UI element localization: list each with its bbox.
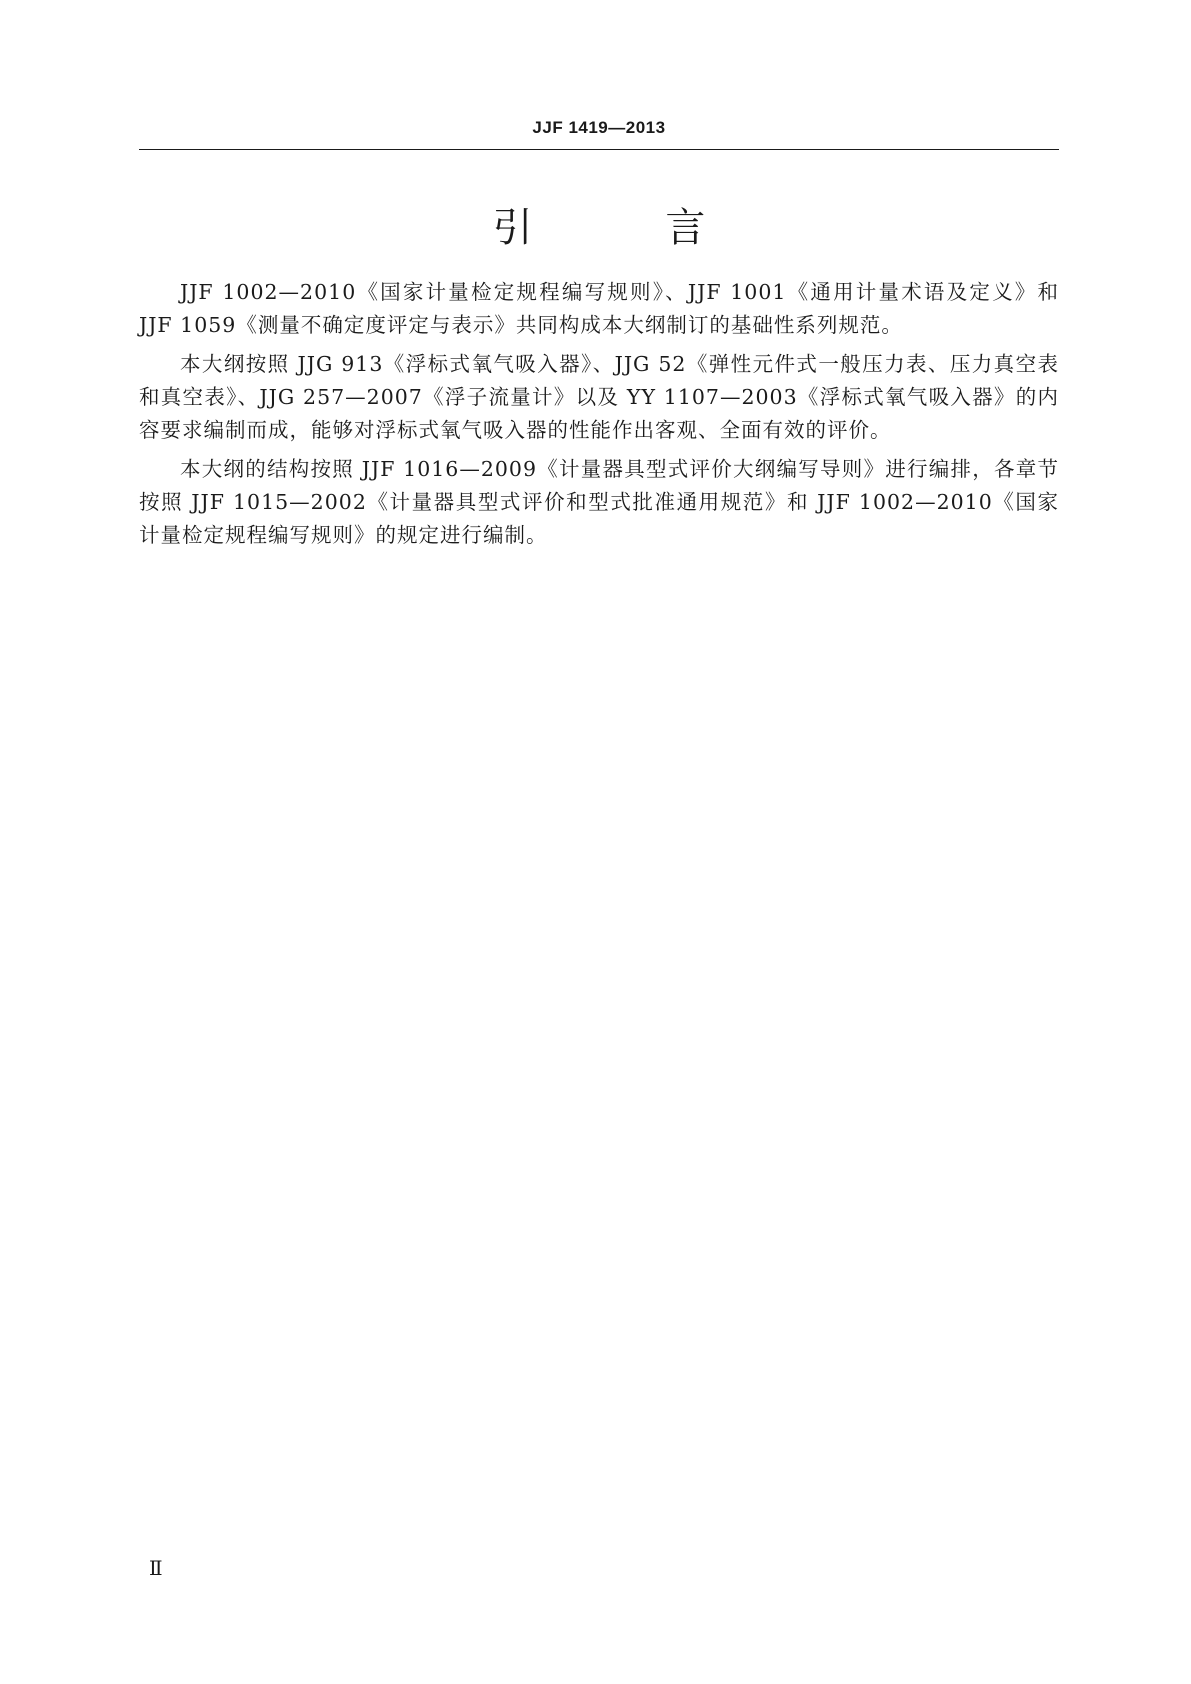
paragraph-1: JJF 1002—2010《国家计量检定规程编写规则》、JJF 1001《通用计量术语及定义》和 JJF 1059《测量不确定度评定与表示》共同构成本大纲制订的基础性系列规范。 bbox=[139, 280, 1059, 337]
paragraph-3: 本大纲的结构按照 JJF 1016—2009《计量器具型式评价大纲编写导则》进行编排，各章节按照 JJF 1015—2002《计量器具型式评价和型式批准通用规范》和 JJF 1002—2010《国家计量检定规程编写规则》的规定进行编制。 bbox=[139, 457, 1059, 547]
running-header: JJF 1419—2013 bbox=[532, 118, 666, 137]
page-number: Ⅱ bbox=[149, 1558, 163, 1580]
section-title: 引 言 bbox=[492, 205, 766, 251]
paragraph-2: 本大纲按照 JJG 913《浮标式氧气吸入器》、JJG 52《弹性元件式一般压力表、压力真空表和真空表》、JJG 257—2007《浮子流量计》以及 YY 1107—2003《浮标式氧气吸入器》的内容要求编制而成，能够对浮标式氧气吸入器的性能作出客观、全面有效的评价。 bbox=[139, 352, 1059, 442]
header-divider bbox=[139, 149, 1059, 150]
body-text bbox=[139, 276, 1059, 558]
